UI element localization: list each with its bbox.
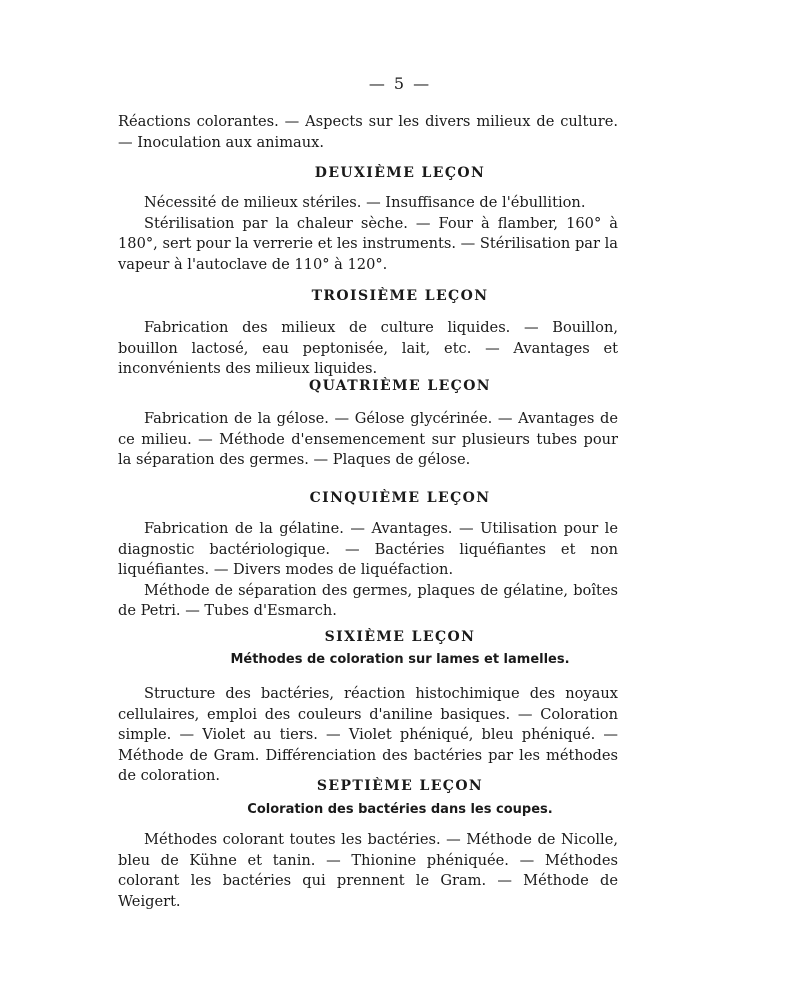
lesson-4-title: QUATRIÈME LEÇON (308, 378, 492, 394)
intro-text: Réactions colorantes. — Aspects sur les divers milieux de culture. — Inoculation aux animaux. (118, 113, 618, 151)
lesson-7-subtitle: Coloration des bactéries dans les coupes. (247, 802, 553, 817)
lesson-6-subtitle: Méthodes de coloration sur lames et lamelles. (230, 652, 570, 667)
lesson-6-body (118, 684, 618, 787)
lesson-2-paragraph-1: Nécessité de milieux stériles. — Insuffisance de l'ébullition. (144, 194, 586, 211)
lesson-2-body (118, 193, 618, 275)
lesson-7-body (118, 830, 618, 912)
lesson-7-paragraph-1: Méthodes colorant toutes les bactéries. — Méthode de Nicolle, bleu de Kühne et tanin. — Thionine phéniquée. — Méthodes colorant les bactéries qui prennent le Gram. — Méthode de Weigert. (118, 831, 618, 910)
intro-paragraph (118, 112, 618, 153)
lesson-2-title: DEUXIÈME LEÇON (314, 165, 486, 181)
lesson-5-title: CINQUIÈME LEÇON (309, 490, 491, 506)
lesson-3-body (118, 318, 618, 380)
lesson-4-paragraph-1: Fabrication de la gélose. — Gélose glycérinée. — Avantages de ce milieu. — Méthode d'ensemencement sur plusieurs tubes pour la séparation des germes. — Plaques de gélose. (118, 410, 618, 468)
lesson-6-paragraph-1: Structure des bactéries, réaction histochimique des noyaux cellulaires, emploi des couleurs d'aniline basiques. — Coloration simple. — Violet au tiers. — Violet phéniqué, bleu phéniqué. — Méthode de Gram. Différenciation des bactéries par les méthodes de coloration. (118, 685, 618, 784)
lesson-7-title: SEPTIÈME LEÇON (316, 778, 484, 794)
lesson-3-title: TROISIÈME LEÇON (311, 288, 489, 304)
lesson-4-body (118, 409, 618, 471)
lesson-6-title: SIXIÈME LEÇON (324, 629, 476, 645)
lesson-2-paragraph-2: Stérilisation par la chaleur sèche. — Four à flamber, 160° à 180°, sert pour la verrerie et les instruments. — Stérilisation par la vapeur à l'autoclave de 110° à 120°. (118, 214, 618, 273)
lesson-5-paragraph-2: Méthode de séparation des germes, plaques de gélatine, boîtes de Petri. — Tubes d'Esmarch. (118, 581, 618, 619)
page-number: — 5 — (368, 74, 432, 93)
lesson-5-paragraph-1: Fabrication de la gélatine. — Avantages. — Utilisation pour le diagnostic bactériologique. — Bactéries liquéfiantes et non liquéfiantes. — Divers modes de liquéfaction. (118, 520, 618, 578)
lesson-3-paragraph-1: Fabrication des milieux de culture liquides. — Bouillon, bouillon lactosé, eau peptonisée, lait, etc. — Avantages et inconvénients des milieux liquides. (118, 319, 618, 377)
lesson-5-body (118, 519, 618, 622)
